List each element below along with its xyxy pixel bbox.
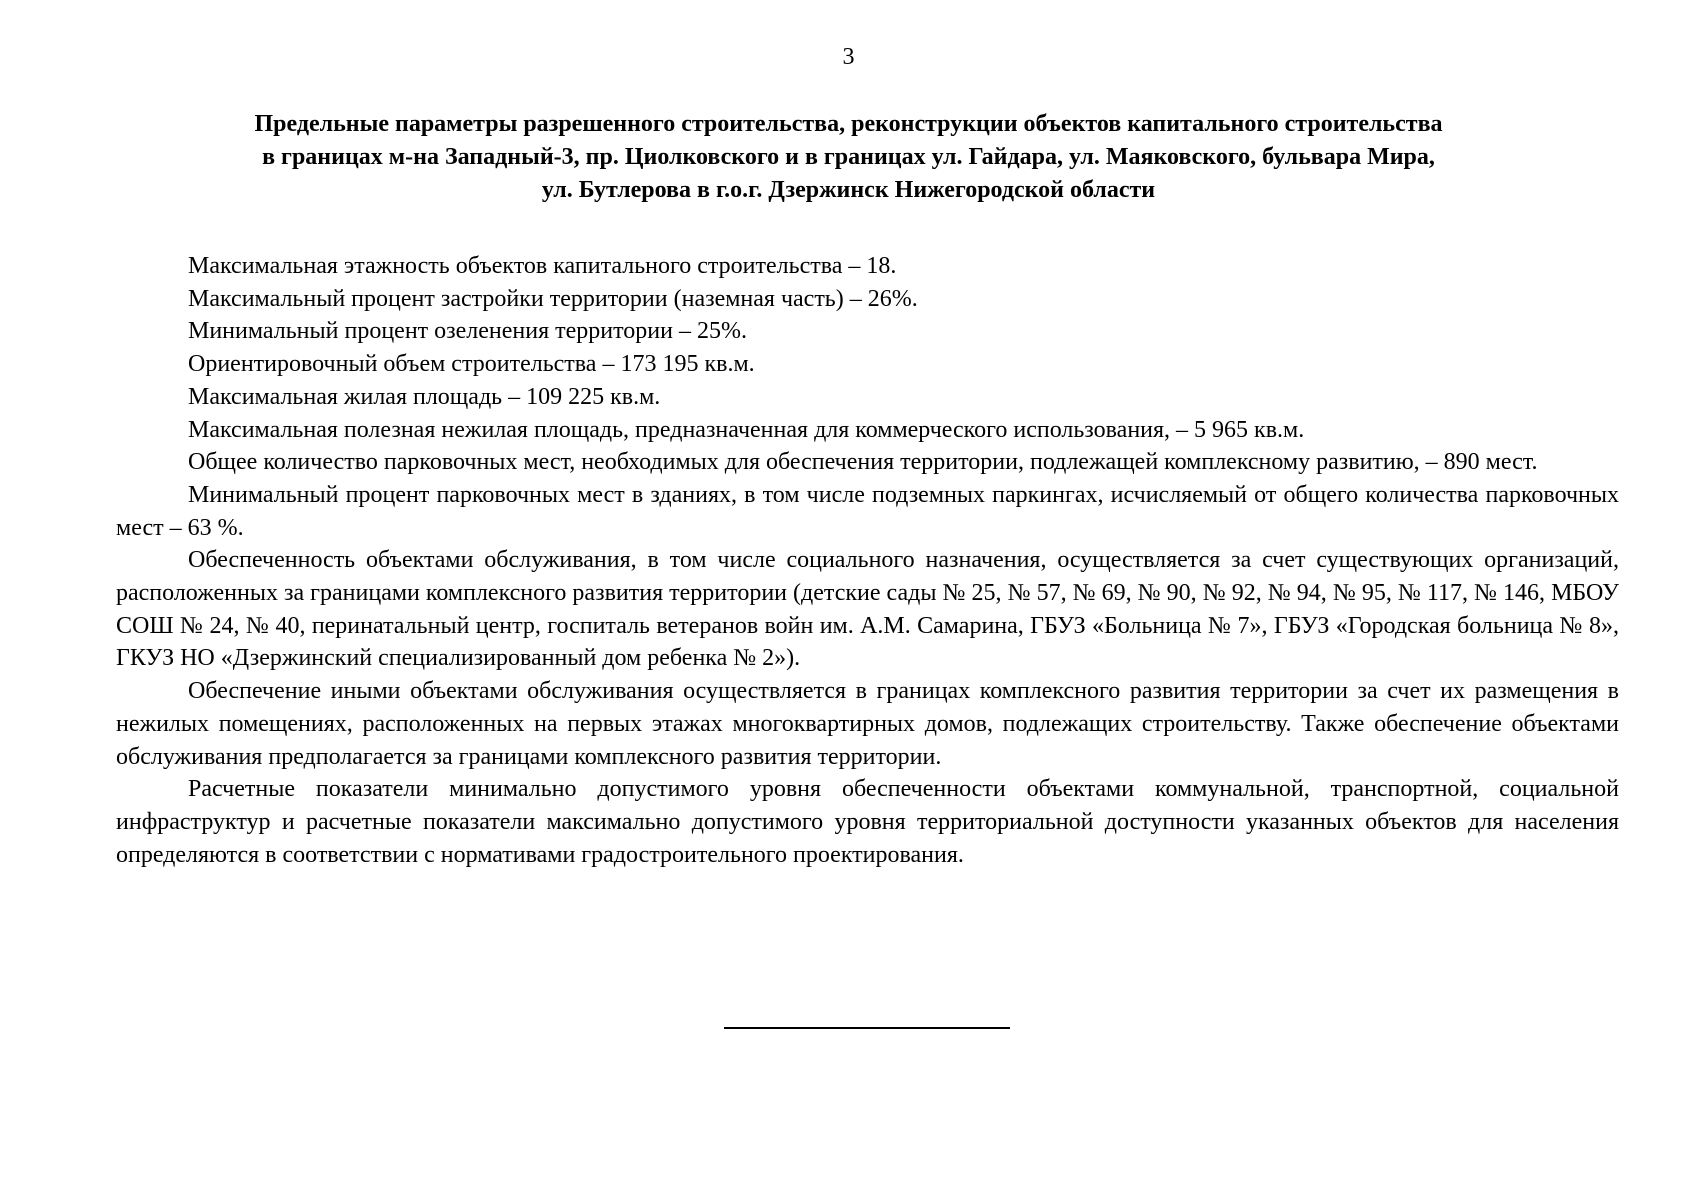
end-divider — [724, 1027, 1010, 1029]
min-greenery-paragraph: Минимальный процент озеленения территории – 25%. — [188, 318, 747, 345]
other-services-paragraph: Обеспечение иными объектами обслуживания осуществляется в границах комплексного развития территории за счет их размещения в нежилых помещениях, расположенных на первых этажах многоквартирных домов, подлежащих строительству. Также обеспечение объектами обслуживания предполагается за границами комплексного развития территории. — [116, 678, 1619, 770]
infrastructure-standards-paragraph: Расчетные показатели минимально допустимого уровня обеспеченности объектами коммунальной, транспортной, социальной инфраструктур и расчетные показатели максимально допустимого уровня территориальной доступности указанных объектов для населения определяются в соответствии с нормативами градостроительного проектирования. — [116, 776, 1619, 868]
social-services-paragraph: Обеспеченность объектами обслуживания, в том числе социального назначения, осуществляется за счет существующих организаций, расположенных за границами комплексного развития территории (детские сады № 25, № 57, № 69, № 90, № 92, № 94, № 95, № 117, № 146, МБОУ СОШ № 24, № 40, перинатальный центр, госпиталь ветеранов войн им. А.М. Самарина, ГБУЗ «Больница № 7», ГБУЗ «Городская больница № 8», ГКУЗ НО «Дзержинский специализированный дом ребенка № 2»). — [116, 547, 1619, 672]
construction-volume-paragraph: Ориентировочный объем строительства – 173 195 кв.м. — [188, 351, 755, 378]
parking-in-buildings-paragraph: Минимальный процент парковочных мест в зданиях, в том числе подземных паркингах, исчисляемый от общего количества парковочных мест – 63 %. — [116, 481, 1619, 541]
document-title — [140, 108, 1557, 207]
title-line: Предельные параметры разрешенного строительства, реконструкции объектов капитального строительства — [254, 111, 1443, 137]
max-building-coverage-paragraph: Максимальный процент застройки территории (наземная часть) – 26%. — [188, 285, 918, 312]
document-body — [116, 250, 1619, 871]
title-line: в границах м-на Западный-3, пр. Циолковского и в границах ул. Гайдара, ул. Маяковского, бульвара Мира, — [262, 144, 1435, 170]
max-floors-paragraph: Максимальная этажность объектов капитального строительства – 18. — [188, 253, 897, 279]
parking-total-paragraph: Общее количество парковочных мест, необходимых для обеспечения территории, подлежащей комплексному развитию, – 890 мест. — [188, 449, 1538, 476]
title-line: ул. Бутлерова в г.о.г. Дзержинск Нижегородской области — [541, 177, 1156, 203]
page-number: 3 — [842, 44, 855, 70]
max-commercial-area-paragraph: Максимальная полезная нежилая площадь, предназначенная для коммерческого использования, – 5 965 кв.м. — [188, 416, 1305, 443]
max-residential-area-paragraph: Максимальная жилая площадь – 109 225 кв.м. — [188, 383, 661, 410]
